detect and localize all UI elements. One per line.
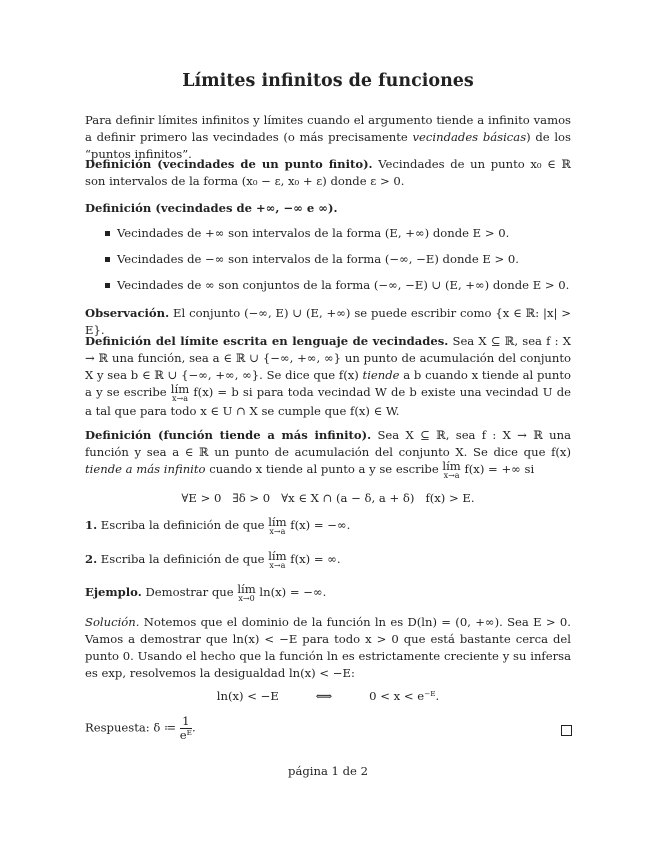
definition-text: a b cuando x tiende al punto a y se escribe [85, 368, 571, 399]
solution-text: Notemos que el dominio de la función ln es D(ln) = (0, +∞). Sea E > 0. Vamos a demostrar que ln(x) < −E para todo x > 0 que está bastante cerca del punto 0. Usando el hecho que la función ln es estrictamente creciente y su infersa es exp, resolvemos la desigualdad ln(x) < −E: [85, 615, 571, 680]
limit-operator: lím x→a [268, 549, 287, 570]
exercise-number: 1. [85, 518, 98, 532]
definition-label: Definición del límite escrita en lenguaje de vecindades. [85, 334, 449, 348]
display-formula: ln(x) < −E ⟺ 0 < x < e⁻ᴱ. [216, 689, 440, 703]
definition-label: Definición (vecindades de +∞, −∞ e ∞). [85, 201, 338, 215]
definition-text: f(x) = +∞ si [460, 462, 535, 476]
definition-text: f(x) = b si para toda vecindad W de b existe una vecindad U de a tal que para todo x ∈ U ∩ X se cumple que f(x) ∈ W. [85, 385, 571, 418]
list-item: Vecindades de ∞ son conjuntos de la forma (−∞, −E) ∪ (E, +∞) donde E > 0. [85, 277, 571, 303]
qed-square-icon [561, 725, 572, 736]
answer-fraction: $\frac{1}{\text{eᴱ}}$ [179, 714, 192, 742]
list-item: Vecindades de +∞ son intervalos de la forma (E, +∞) donde E > 0. [85, 225, 571, 251]
intro-text: Para definir límites infinitos y límites cuando el argumento tiende a infinito vamos a definir primero las vecindades (o más precisamente [85, 113, 571, 144]
answer-label: Respuesta: δ ≔ [85, 720, 180, 735]
exercise-text: Escriba la definición de que [97, 518, 269, 532]
observation-label: Observación. [85, 306, 170, 320]
exercise-1 [85, 517, 571, 536]
definition-emphasis: tiende [362, 368, 400, 382]
example-text: Demostrar que [141, 585, 238, 599]
definition-label: Definición (vecindades de un punto finito). [85, 157, 373, 171]
definition-limit-neighborhoods [85, 333, 571, 420]
definition-label: Definición (función tiende a más infinito). [85, 428, 372, 442]
example-label: Ejemplo. [85, 585, 142, 599]
page-title: Límites infinitos de funciones [182, 71, 474, 91]
exercise-number: 2. [85, 552, 98, 566]
example-paragraph [85, 584, 571, 603]
definition-emphasis: tiende a más infinito [85, 462, 206, 476]
solution-label: Solución. [85, 615, 140, 629]
example-expression: ln(x) = −∞. [255, 585, 327, 599]
display-formula: ∀E > 0 ∃δ > 0 ∀x ∈ X ∩ (a − δ, a + δ) f(x) > E. [181, 491, 475, 505]
exercise-expression: f(x) = ∞. [286, 552, 341, 566]
list-item: Vecindades de −∞ son intervalos de la forma (−∞, −E) donde E > 0. [85, 251, 571, 277]
definition-text: Sea X ⊆ ℝ, sea f : X → ℝ una función y sea a ∈ ℝ un punto de acumulación del conjunto X. Se dice que f(x) [85, 428, 571, 459]
observation-text: El conjunto (−∞, E) ∪ (E, +∞) se puede escribir como {x ∈ ℝ: |x| > E}. [85, 306, 571, 337]
limit-operator: lím x→a [170, 382, 190, 403]
definition-text: Sea X ⊆ ℝ, sea f : X → ℝ una función, sea a ∈ ℝ ∪ {−∞, +∞, ∞} un punto de acumulación del conjunto X y sea b ∈ ℝ ∪ {−∞, +∞, ∞}. Se dice que f(x) [85, 334, 571, 382]
exercise-expression: f(x) = −∞. [286, 518, 351, 532]
limit-operator: lím x→0 [237, 582, 256, 603]
definition-infinite-neighborhoods [85, 200, 571, 217]
exercise-2 [85, 551, 571, 570]
definition-text: cuando x tiende al punto a y se escribe [205, 462, 443, 476]
exercise-text: Escriba la definición de que [97, 552, 269, 566]
neighborhood-list [85, 225, 571, 303]
solution-paragraph [85, 614, 571, 682]
definition-text: Vecindades de un punto x₀ ∈ ℝ son intervalos de la forma (x₀ − ε, x₀ + ε) donde ε > 0. [85, 157, 571, 188]
answer-line: Respuesta: δ ≔ $\frac{1}{\text{eᴱ}}$ . [85, 714, 196, 742]
definition-plus-infinity [85, 427, 571, 480]
page-footer: página 1 de 2 [288, 764, 368, 778]
intro-text-end: ) de los “puntos infinitos”. [85, 130, 571, 161]
limit-operator: lím x→a [442, 459, 461, 480]
definition-finite-neighborhood [85, 156, 571, 190]
intro-emphasis: vecindades básicas [412, 130, 527, 144]
limit-operator: lím x→a [268, 515, 287, 536]
